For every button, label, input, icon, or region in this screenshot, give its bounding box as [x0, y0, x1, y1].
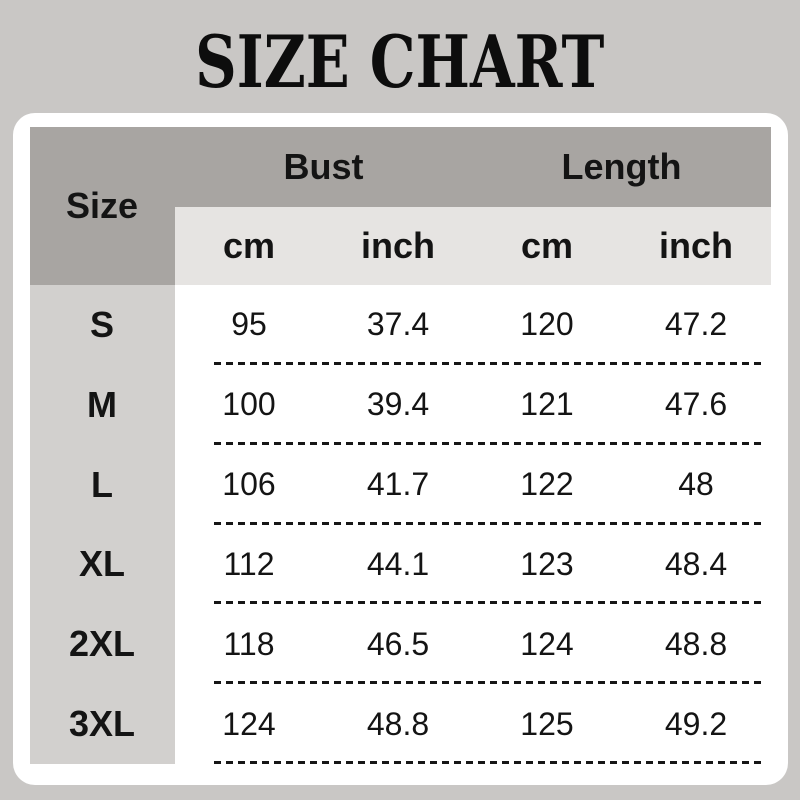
value-cell: 49.2: [664, 705, 728, 742]
column-header-size: Size: [30, 127, 175, 285]
size-label: 2XL: [30, 604, 175, 684]
value-cell: 121: [520, 386, 574, 423]
size-label: XL: [30, 525, 175, 605]
value-cell: 106: [222, 466, 276, 503]
unit-header-length-inch: inch: [622, 207, 771, 285]
row-separator: [214, 522, 762, 525]
row-separator: [214, 761, 762, 764]
row-separator: [214, 601, 762, 604]
size-label: L: [30, 445, 175, 525]
value-cell: 118: [223, 625, 275, 662]
page-title: [0, 0, 800, 113]
column-group-length: Length: [473, 127, 771, 207]
value-cell: 95: [231, 306, 267, 343]
unit-header-length-cm: cm: [473, 207, 622, 285]
page-title-text: SIZE CHART: [195, 19, 605, 104]
value-cell: 44.1: [366, 545, 430, 582]
value-cell: 123: [520, 545, 574, 582]
row-separator: [214, 442, 762, 445]
column-group-bust: Bust: [175, 127, 473, 207]
row-separator: [214, 362, 762, 365]
value-cell: 47.2: [664, 306, 728, 343]
value-cell: 48.8: [664, 625, 728, 662]
value-cell: 112: [223, 545, 275, 582]
value-cell: 39.4: [366, 386, 430, 423]
value-cell: 48.4: [664, 545, 728, 582]
size-chart-table: [30, 127, 771, 764]
value-cell: 125: [520, 705, 574, 742]
size-label: M: [30, 365, 175, 445]
unit-header-bust-inch: inch: [324, 207, 473, 285]
value-cell: 47.6: [664, 386, 728, 423]
row-separator: [214, 681, 762, 684]
value-cell: 124: [520, 625, 574, 662]
value-cell: 124: [222, 705, 276, 742]
unit-header-bust-cm: cm: [175, 207, 324, 285]
value-cell: 100: [222, 386, 276, 423]
size-label: S: [30, 285, 175, 365]
value-cell: 48.8: [366, 705, 430, 742]
value-cell: 41.7: [366, 466, 430, 503]
value-cell: 37.4: [366, 306, 430, 343]
value-cell: 48: [678, 466, 714, 503]
value-cell: 122: [520, 466, 574, 503]
value-cell: 46.5: [366, 625, 430, 662]
size-label: 3XL: [30, 684, 175, 764]
value-cell: 120: [520, 306, 574, 343]
size-chart-card: [13, 113, 788, 785]
